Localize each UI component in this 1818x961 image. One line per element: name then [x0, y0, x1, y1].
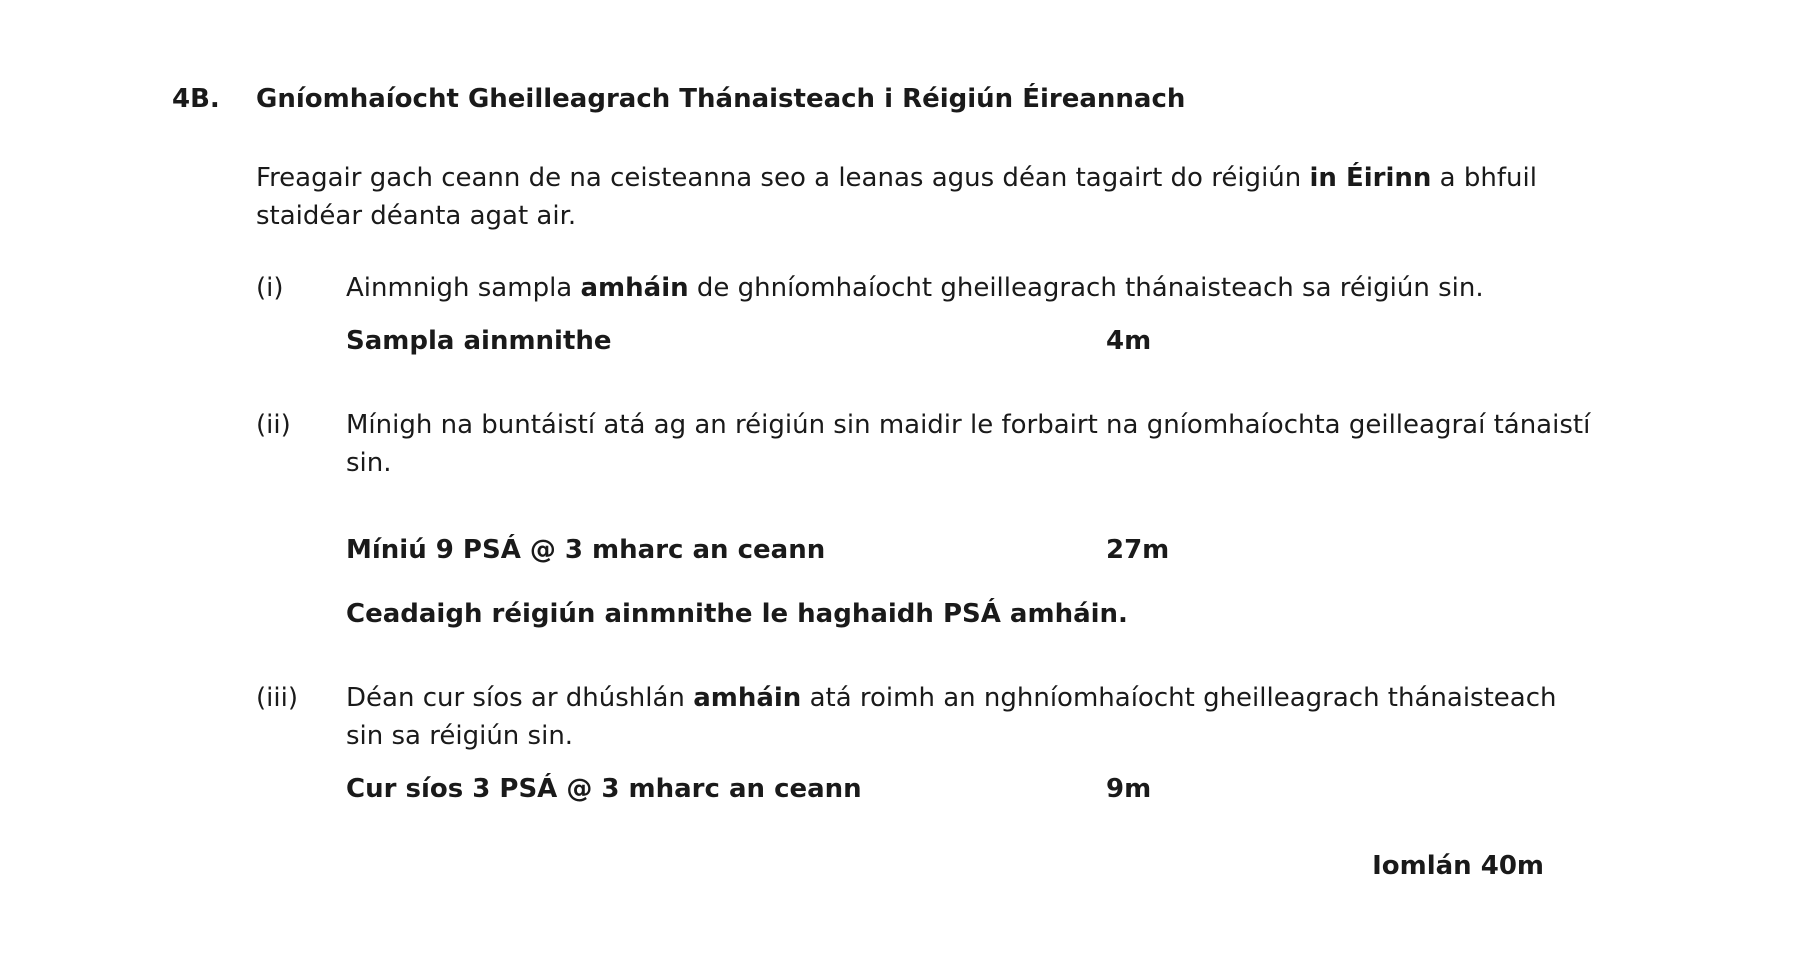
part-body-ii — [346, 407, 1672, 634]
marking-scheme-ii-marks: 27m — [1106, 535, 1170, 566]
part-label-i: (i) — [256, 272, 284, 303]
part-stem-i-text-1: Ainmnigh sampla — [346, 272, 581, 303]
marking-scheme-ii-label: Míniú 9 PSÁ @ 3 mharc an ceann — [346, 535, 826, 566]
part-stem-iii-text-1: Déan cur síos ar dhúshlán — [346, 682, 694, 713]
marking-scheme-iii-label: Cur síos 3 PSÁ @ 3 mharc an ceann — [346, 774, 862, 805]
question-part-iii — [256, 680, 1672, 809]
part-stem-i — [346, 270, 1591, 308]
marking-scheme-ii-note: Ceadaigh réigiún ainmnithe le haghaidh PSÁ amháin. — [346, 599, 1128, 630]
marking-scheme-i-marks: 4m — [1106, 326, 1152, 357]
total-marks: Iomlán 40m — [1372, 850, 1544, 881]
intro-text-part-1: Freagair gach ceann de na ceisteanna seo a leanas agus déan tagairt do réigiún — [256, 163, 1310, 194]
question-number: 4B. — [172, 84, 220, 114]
marking-scheme-i-label: Sampla ainmnithe — [346, 326, 612, 357]
part-body-iii — [346, 680, 1672, 809]
intro-text-emphasis: in Éirinn — [1309, 163, 1432, 194]
part-stem-i-emphasis: amháin — [580, 272, 689, 303]
marking-scheme-iii — [346, 771, 1672, 809]
part-stem-ii — [346, 407, 1591, 482]
part-stem-iii — [346, 680, 1591, 755]
marking-scheme-ii — [346, 532, 1672, 570]
marking-scheme-i — [346, 323, 1672, 361]
question-block — [172, 82, 1672, 881]
question-title: Gníomhaíocht Gheilleagrach Thánaisteach i Réigiún Éireannach — [256, 84, 1186, 114]
part-body-i — [346, 270, 1672, 361]
marking-scheme-iii-marks: 9m — [1106, 774, 1152, 805]
part-label-iii: (iii) — [256, 682, 298, 713]
part-stem-iii-text-2: atá roimh an nghníomhaíocht gheilleagrach thánaisteach sin sa réigiún sin. — [346, 682, 1557, 751]
spacer-3 — [172, 634, 1672, 680]
question-heading — [172, 82, 1672, 116]
part-stem-i-text-2: de ghníomhaíocht gheilleagrach thánaisteach sa réigiún sin. — [688, 272, 1484, 303]
part-stem-iii-emphasis: amháin — [693, 682, 802, 713]
part-label-ii: (ii) — [256, 410, 291, 441]
question-intro — [256, 160, 1586, 235]
question-part-i — [256, 270, 1672, 361]
part-stem-ii-text-1: Mínigh na buntáistí atá ag an réigiún sin maidir le forbairt na gníomhaíochta geilleagraí tánaistí sin. — [346, 410, 1591, 478]
intro-text-part-2: a bhfuil staidéar déanta agat air. — [256, 163, 1537, 231]
question-part-ii — [256, 407, 1672, 634]
spacer-1 — [172, 361, 1672, 407]
spacer-2 — [346, 482, 1672, 516]
